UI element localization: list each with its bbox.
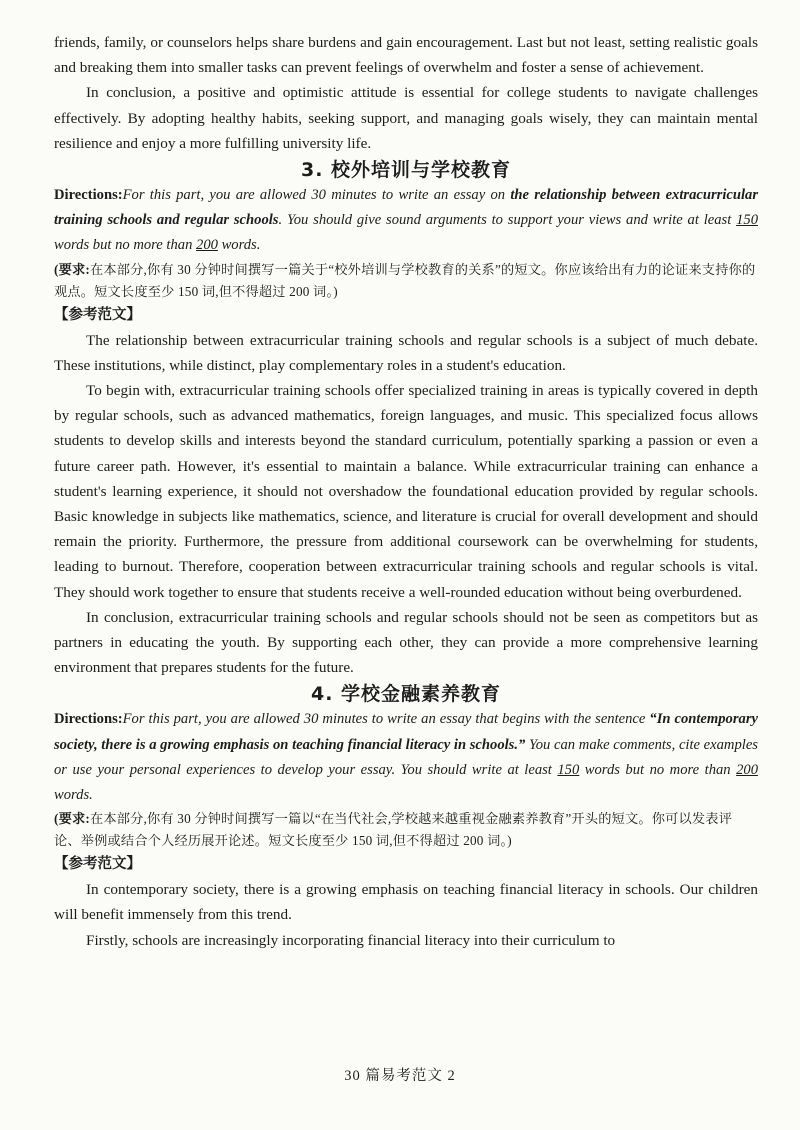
min-words: 150: [736, 212, 759, 229]
conclusion-paragraph: In conclusion, a positive and optimistic attitude is essential for college students to navigate challenges effectively. By adopting healthy habits, seeking support, and managing goals wisely, they can maintain mental resilience and enjoy a more fulfilling university life.: [54, 84, 758, 152]
essay-4-paragraph-1: In contemporary society, there is a growing emphasis on teaching financial literacy in schools. Our children will benefit immensely from this trend.: [54, 881, 758, 924]
page-footer: 30 篇易考范文 2: [344, 1068, 456, 1084]
section-4-directions: Directions:For this part, you are allowed 30 minutes to write an essay that begins with the sentence “In contemporary society, there is a growing emphasis on teaching financial literacy in schools.” You can make comments, cite examples or use your personal experiences to develop your essay. You should write at least 150 words but no more than 200 words.: [54, 711, 758, 804]
max-words: 200: [736, 761, 758, 778]
section-3-reference-label: 【参考范文】: [54, 306, 141, 323]
section-4-reference-label: 【参考范文】: [54, 856, 141, 873]
section-3-directions: Directions:For this part, you are allowed 30 minutes to write an essay on the relationship between extracurricular training schools and regular schools. You should give sound arguments to support your views and write at least 150 words but no more than 200 words.: [54, 187, 759, 254]
section-4-requirement: (要求:在本部分,你有 30 分钟时间撰写一篇以“在当代社会,学校越来越重视金融素养教育”开头的短文。你可以发表评论、举例或结合个人经历展开论述。短文长度至少 150 词,但不得超过 200 词。): [54, 811, 733, 849]
section-3-requirement: (要求:在本部分,你有 30 分钟时间撰写一篇关于“校外培训与学校教育的关系”的短文。你应该给出有力的论证来支持你的观点。短文长度至少 150 词,但不得超过 200 词。): [54, 261, 756, 299]
document-page: [54, 30, 758, 953]
essay-3-paragraph-2: To begin with, extracurricular training schools offer specialized training in areas is typically covered in depth by regular schools, such as advanced mathematics, foreign languages, and music. This specialized focus allows students to develop skills and interests beyond the standard curriculum, potentially sparking a passion or even a future career path. However, it's essential to maintain a balance. While extracurricular training can enhance a student's learning experience, it should not overshadow the foundational education provided by regular schools. Basic knowledge in subjects like mathematics, science, and literature is crucial for overall development and should remain the priority. Furthermore, the pressure from additional coursework can be overwhelming for students, leading to burnout. Therefore, cooperation between extracurricular training schools and regular schools is vital. They should work together to ensure that students receive a well-rounded education without being overburdened.: [54, 382, 758, 601]
min-words: 150: [557, 761, 580, 778]
essay-3-paragraph-1: The relationship between extracurricular training schools and regular schools is a subject of much debate. These institutions, while distinct, play complementary roles in a student's education.: [54, 331, 758, 374]
essay-3-paragraph-3: In conclusion, extracurricular training schools and regular schools should not be seen as competitors but as partners in educating the youth. By supporting each other, they can provide a more comprehensive learning environment that prepares students for the future.: [54, 608, 758, 677]
section-4-heading: 4. 学校金融素养教育: [310, 683, 502, 706]
max-words: 200: [196, 237, 218, 254]
paragraph-continued: friends, family, or counselors helps share burdens and gain encouragement. Last but not least, setting realistic goals and breaking them into smaller tasks can prevent feelings of overwhelm and foster a sense of achievement.: [54, 34, 758, 77]
essay-4-paragraph-2: Firstly, schools are increasingly incorporating financial literacy into their curriculum to: [86, 931, 616, 949]
essay-topic: the relationship between extracurricular training schools and regular schools: [54, 187, 759, 229]
directions-label: Directions:: [54, 711, 123, 728]
directions-label: Directions:: [54, 187, 123, 204]
section-3-heading: 3. 校外培训与学校教育: [300, 159, 512, 182]
essay-opening-sentence: “In contemporary society, there is a growing emphasis on teaching financial literacy in schools.”: [54, 711, 758, 753]
